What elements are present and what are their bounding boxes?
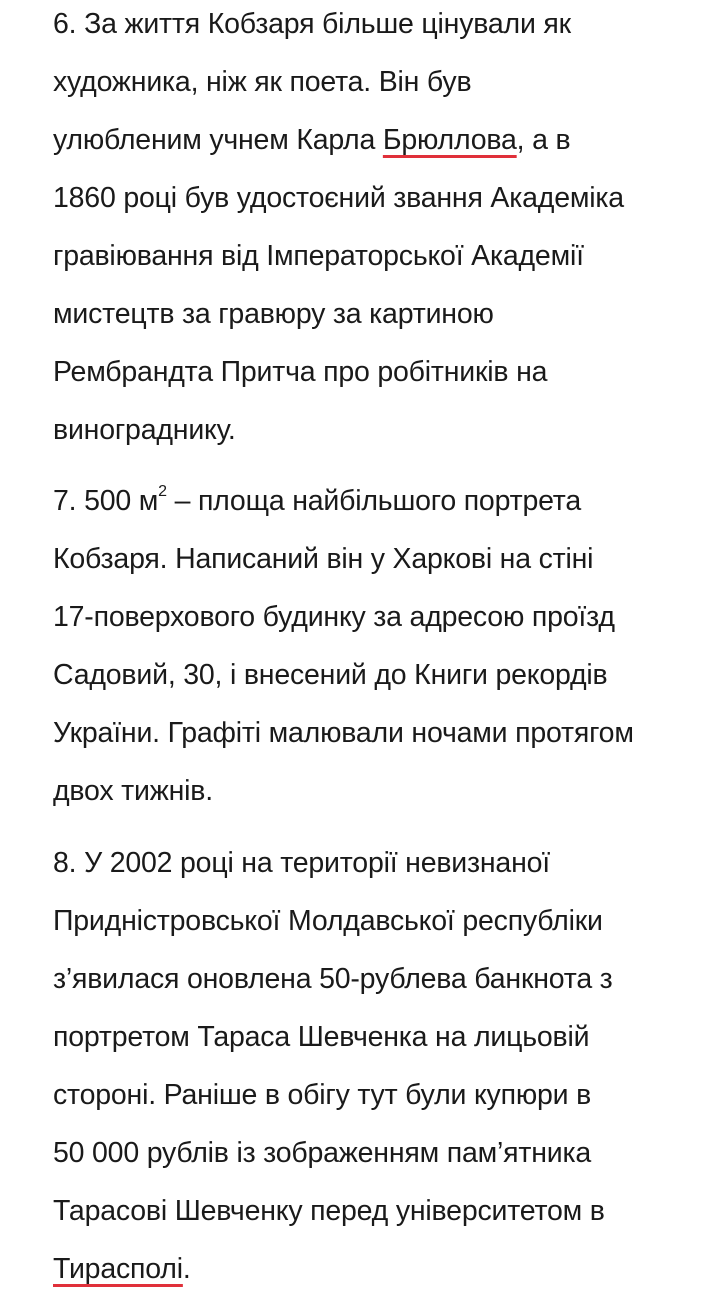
text-line: мистецтв за гравюру за картиною bbox=[53, 298, 494, 330]
text-line: 8. У 2002 році на території невизнаної bbox=[53, 847, 550, 879]
text-line: стороні. Раніше в обігу тут були купюри в bbox=[53, 1079, 592, 1111]
fact-paragraph-8 bbox=[53, 834, 693, 1298]
text-line: 50 000 рублів із зображенням пам’ятника bbox=[53, 1137, 592, 1169]
text-line bbox=[53, 111, 693, 169]
text-line: 6. За життя Кобзаря більше цінували як bbox=[53, 8, 571, 40]
text-line: 17-поверхового будинку за адресою проїзд bbox=[53, 601, 615, 633]
text-line: Придністровської Молдавської республіки bbox=[53, 905, 603, 937]
text-fragment: улюбленим учнем Карла bbox=[53, 124, 383, 156]
tiraspol-link[interactable]: Тирасполі bbox=[53, 1253, 183, 1285]
text-line: України. Графіті малювали ночами протягом bbox=[53, 717, 634, 749]
text-line: Садовий, 30, і внесений до Книги рекордів bbox=[53, 659, 608, 691]
text-line: художника, ніж як поета. Він був bbox=[53, 66, 472, 98]
text-line: гравіювання від Імператорської Академії bbox=[53, 240, 584, 272]
fact-paragraph-6 bbox=[53, 0, 693, 459]
text-line: портретом Тараса Шевченка на лицьовій bbox=[53, 1021, 590, 1053]
text-fragment: , а в bbox=[516, 124, 571, 156]
text-line: Кобзаря. Написаний він у Харкові на стіні bbox=[53, 543, 594, 575]
text-fragment: . bbox=[182, 1253, 191, 1285]
text-fragment: – площа найбільшого портрета bbox=[166, 485, 581, 517]
text-line: винограднику. bbox=[53, 414, 236, 446]
bryullov-link[interactable]: Брюллова bbox=[382, 124, 517, 156]
text-line: Тарасові Шевченку перед університетом в bbox=[53, 1195, 605, 1227]
text-line: 1860 році був удостоєний звання Академіка bbox=[53, 182, 624, 214]
text-line: з’явилася оновлена 50-рублева банкнота з bbox=[53, 963, 613, 995]
text-line: двох тижнів. bbox=[53, 775, 213, 807]
superscript: 2 bbox=[158, 482, 167, 500]
text-line bbox=[53, 1240, 693, 1298]
text-line: Рембрандта Притча про робітників на bbox=[53, 356, 548, 388]
text-line bbox=[53, 472, 693, 530]
text-fragment: 7. 500 м bbox=[53, 485, 159, 517]
fact-paragraph-7 bbox=[53, 472, 693, 820]
